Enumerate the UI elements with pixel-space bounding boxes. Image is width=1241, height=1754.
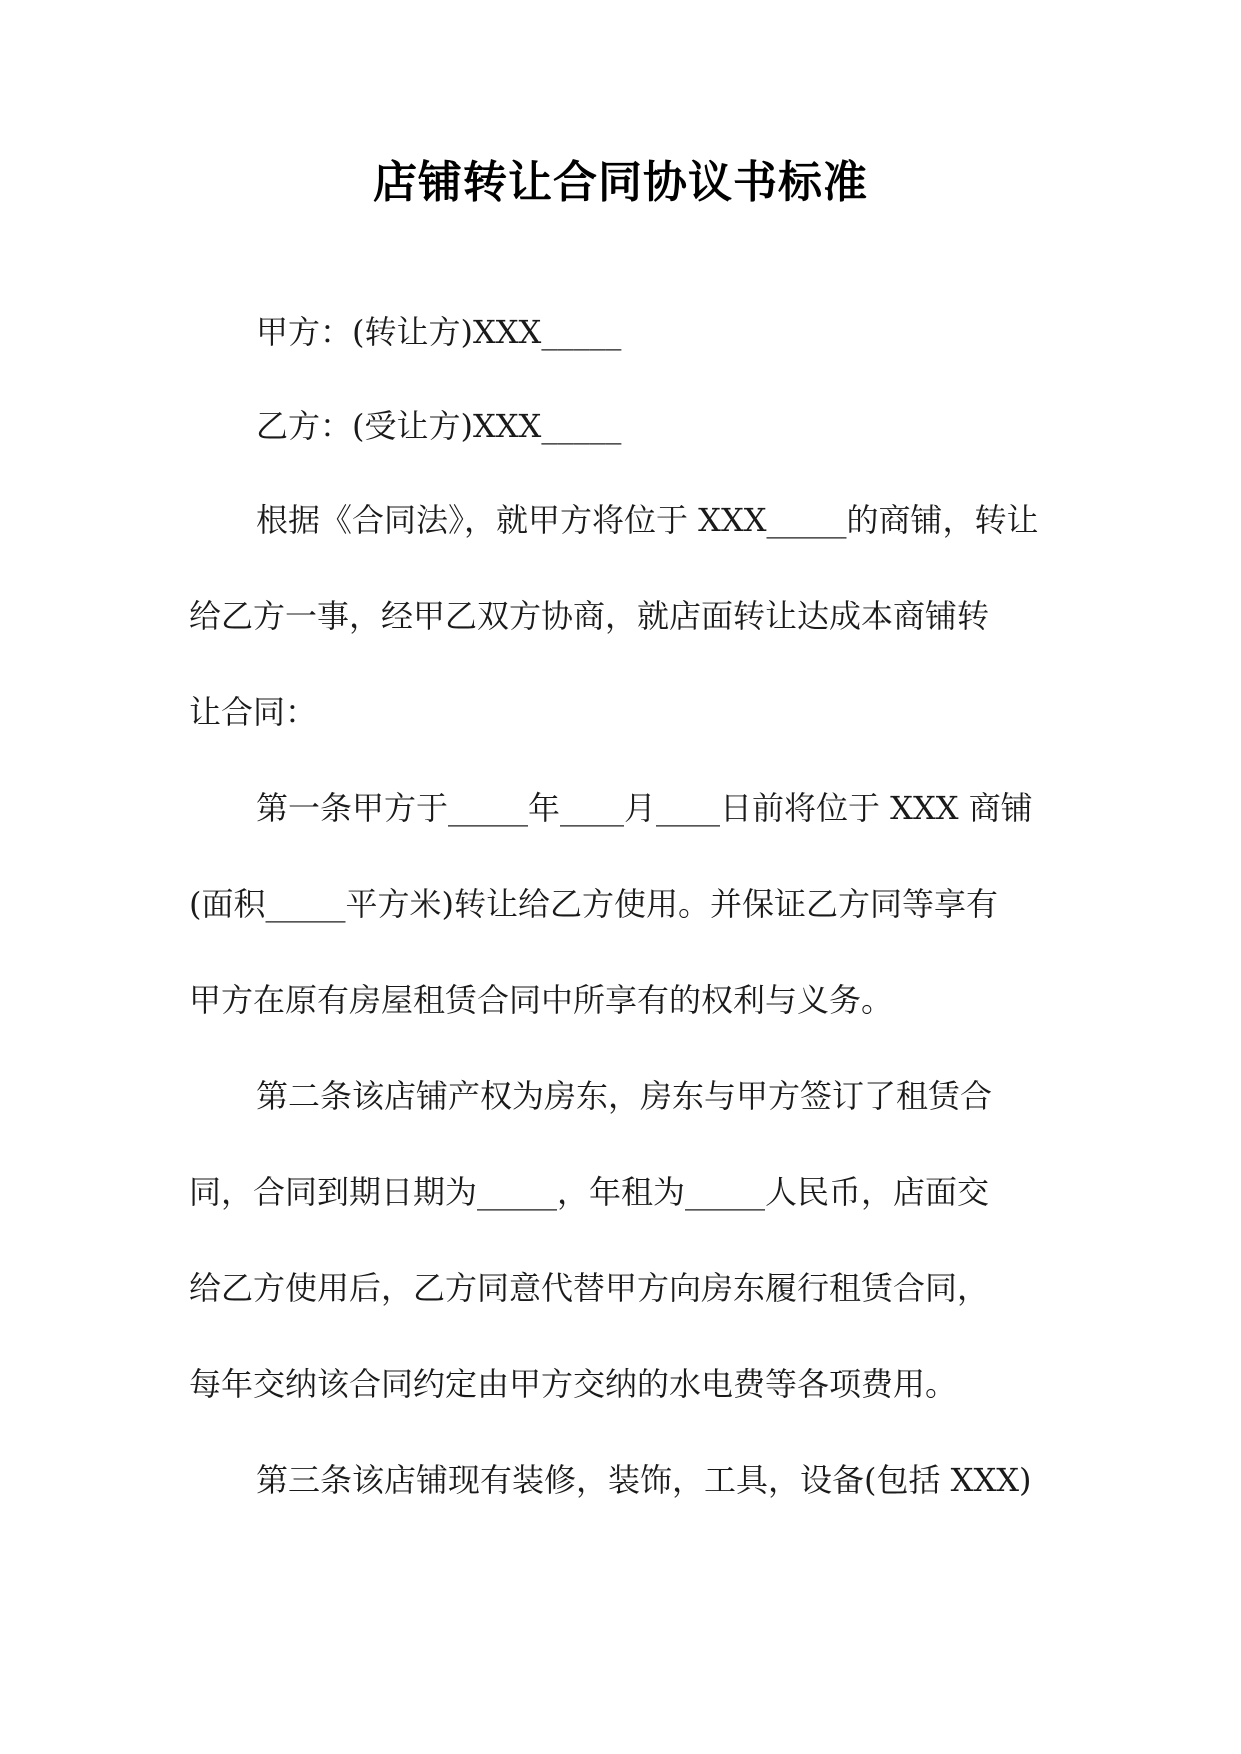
article-2-line-1: 第二条该店铺产权为房东，房东与甲方签订了租赁合 [256,1077,993,1115]
article-2-line-2: 同，合同到期日期为_____，年租为_____人民币，店面交 [189,1173,990,1211]
party-b-line: 乙方：(受让方)XXX_____ [256,407,622,445]
article-2-line-3: 给乙方使用后，乙方同意代替甲方向房东履行租赁合同， [189,1269,990,1307]
article-1-line-3: 甲方在原有房屋租赁合同中所享有的权利与义务。 [189,981,894,1019]
article-2-line-4: 每年交纳该合同约定由甲方交纳的水电费等各项费用。 [189,1365,958,1403]
intro-line-3: 让合同： [189,693,318,731]
intro-line-1: 根据《合同法》，就甲方将位于 XXX_____的商铺，转让 [256,501,1039,539]
intro-line-2: 给乙方一事，经甲乙双方协商，就店面转让达成本商铺转 [189,597,990,635]
document-title: 店铺转让合同协议书标准 [373,157,868,208]
article-1-line-1: 第一条甲方于_____年____月____日前将位于 XXX 商铺 [256,789,1033,827]
article-3-line-1: 第三条该店铺现有装修，装饰，工具，设备(包括 XXX) [256,1461,1032,1499]
party-a-line: 甲方：(转让方)XXX_____ [256,313,622,351]
article-1-line-2: (面积_____平方米)转让给乙方使用。并保证乙方同等享有 [189,885,998,923]
